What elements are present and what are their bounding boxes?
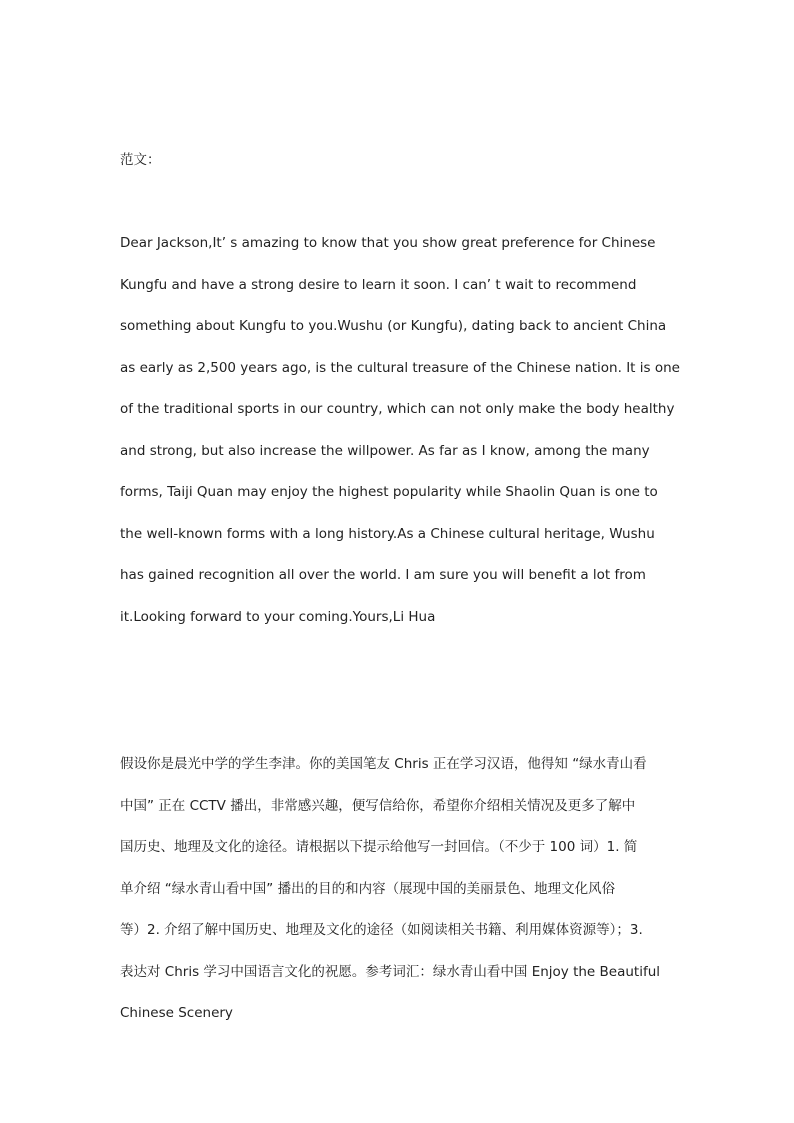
essay-line: forms, Taiji Quan may enjoy the highest popularity while Shaolin Quan is one to <box>120 484 658 500</box>
essay-line: it.Looking forward to your coming.Yours,Li Hua <box>120 609 436 625</box>
essay-line: and strong, but also increase the willpower. As far as I know, among the many <box>120 443 650 459</box>
prompt-line: 表达对 Chris 学习中国语言文化的祝愿。参考词汇：绿水青山看中国 Enjoy the Beautiful <box>120 964 661 980</box>
prompt-line: Chinese Scenery <box>120 1005 233 1021</box>
essay-line: of the traditional sports in our country, which can not only make the body healthy <box>120 401 675 417</box>
prompt-line: 单介绍 “绿水青山看中国” 播出的目的和内容（展现中国的美丽景色、地理文化风俗 <box>120 881 616 897</box>
prompt-line: 国历史、地理及文化的途径。请根据以下提示给他写一封回信。（不少于 100 词）1. 简 <box>120 839 638 855</box>
section-heading: 范文： <box>120 152 161 168</box>
essay-line: as early as 2,500 years ago, is the cultural treasure of the Chinese nation. It is one <box>120 360 680 376</box>
essay-line: Dear Jackson,It’ s amazing to know that you show great preference for Chinese <box>120 235 656 251</box>
essay-line: something about Kungfu to you.Wushu (or Kungfu), dating back to ancient China <box>120 318 667 334</box>
essay-line: has gained recognition all over the world. I am sure you will benefit a lot from <box>120 567 646 583</box>
prompt-line: 等）2. 介绍了解中国历史、地理及文化的途径（如阅读相关书籍、利用媒体资源等）；3. <box>120 922 643 938</box>
prompt-line: 中国” 正在 CCTV 播出，非常感兴趣，便写信给你，希望你介绍相关情况及更多了解中 <box>120 798 636 814</box>
prompt-line: 假设你是晨光中学的学生李津。你的美国笔友 Chris 正在学习汉语，他得知 “绿水青山看 <box>120 756 647 772</box>
essay-line: the well-known forms with a long history.As a Chinese cultural heritage, Wushu <box>120 526 655 542</box>
essay-line: Kungfu and have a strong desire to learn it soon. I can’ t wait to recommend <box>120 277 637 293</box>
